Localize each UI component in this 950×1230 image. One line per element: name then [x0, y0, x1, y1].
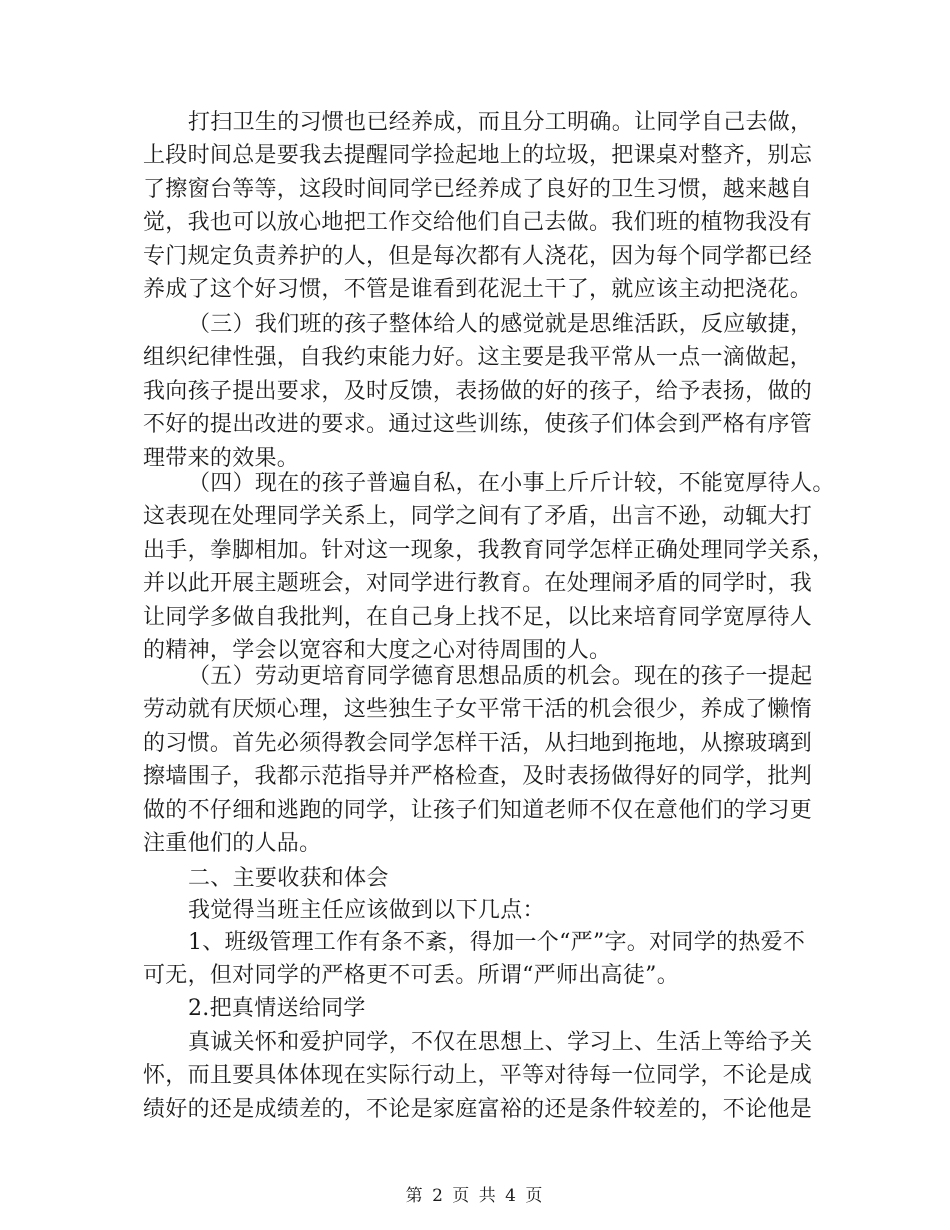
text-line: （五）劳动更培育同学德育思想品质的机会。现在的孩子一提起 [188, 664, 813, 689]
text-line: 1、班级管理工作有条不紊，得加一个“严”字。对同学的热爱不 [188, 930, 806, 955]
text-line: （四）现在的孩子普遍自私，在小事上斤斤计较，不能宽厚待人。 [188, 471, 835, 496]
text-line: 擦墙围子，我都示范指导并严格检查，及时表扬做得好的同学，批判 [143, 764, 813, 790]
text-line: 组织纪律性强，自我约束能力好。这主要是我平常从一点一滴做起， [143, 345, 813, 371]
text-line: 我向孩子提出要求，及时反馈，表扬做的好的孩子，给予表扬，做的 [143, 378, 813, 404]
text-line: 劳动就有厌烦心理，这些独生子女平常干活的机会很少，养成了懒惰 [143, 697, 813, 723]
text-line: 并以此开展主题班会，对同学进行教育。在处理闹矛盾的同学时，我 [143, 571, 813, 597]
text-line: 的精神，学会以宽容和大度之心对待周围的人。 [143, 638, 612, 663]
text-line: 怀，而且要具体体现在实际行动上，平等对待每一位同学，不论是成 [143, 1063, 813, 1089]
text-line: 上段时间总是要我去提醒同学捡起地上的垃圾，把课桌对整齐，别忘 [143, 143, 813, 169]
text-line: 2.把真情送给同学 [188, 996, 366, 1021]
text-line: 做的不仔细和逃跑的同学，让孩子们知道老师不仅在意他们的学习更 [143, 797, 813, 823]
text-line: 觉，我也可以放心地把工作交给他们自己去做。我们班的植物我没有 [143, 210, 813, 236]
text-line: 这表现在处理同学关系上，同学之间有了矛盾，出言不逊，动辄大打 [143, 504, 813, 530]
text-line: 不好的提出改进的要求。通过这些训练，使孩子们体会到严格有序管 [143, 412, 813, 438]
text-line: 了擦窗台等等，这段时间同学已经养成了良好的卫生习惯，越来越自 [143, 176, 813, 202]
text-line: 二、主要收获和体会 [188, 866, 389, 891]
text-line: 注重他们的人品。 [143, 831, 322, 856]
text-line: 绩好的还是成绩差的，不论是家庭富裕的还是条件较差的，不论他是 [143, 1096, 813, 1122]
text-line: 出手，拳脚相加。针对这一现象，我教育同学怎样正确处理同学关系， [143, 537, 835, 563]
text-line: 真诚关怀和爱护同学，不仅在思想上、学习上、生活上等给予关 [188, 1030, 813, 1055]
text-line: 专门规定负责养护的人，但是每次都有人浇花，因为每个同学都已经 [143, 243, 813, 269]
text-line: 可无，但对同学的严格更不可丢。所谓“严师出高徒”。 [143, 963, 679, 989]
text-line: 理带来的效果。 [143, 445, 300, 471]
text-line: 让同学多做自我批判，在自己身上找不足，以比来培育同学宽厚待人 [143, 604, 813, 630]
text-line: 我觉得当班主任应该做到以下几点： [188, 898, 545, 923]
text-line: （三）我们班的孩子整体给人的感觉就是思维活跃，反应敏捷， [188, 312, 813, 337]
text-line: 打扫卫生的习惯也已经养成，而且分工明确。让同学自己去做， [188, 110, 813, 135]
text-line: 的习惯。首先必须得教会同学怎样干活，从扫地到拖地，从擦玻璃到 [143, 730, 813, 756]
page-footer: 第 2 页 共 4 页 [405, 1186, 545, 1206]
text-line: 养成了这个好习惯，不管是谁看到花泥土干了，就应该主动把浇花。 [143, 277, 813, 302]
